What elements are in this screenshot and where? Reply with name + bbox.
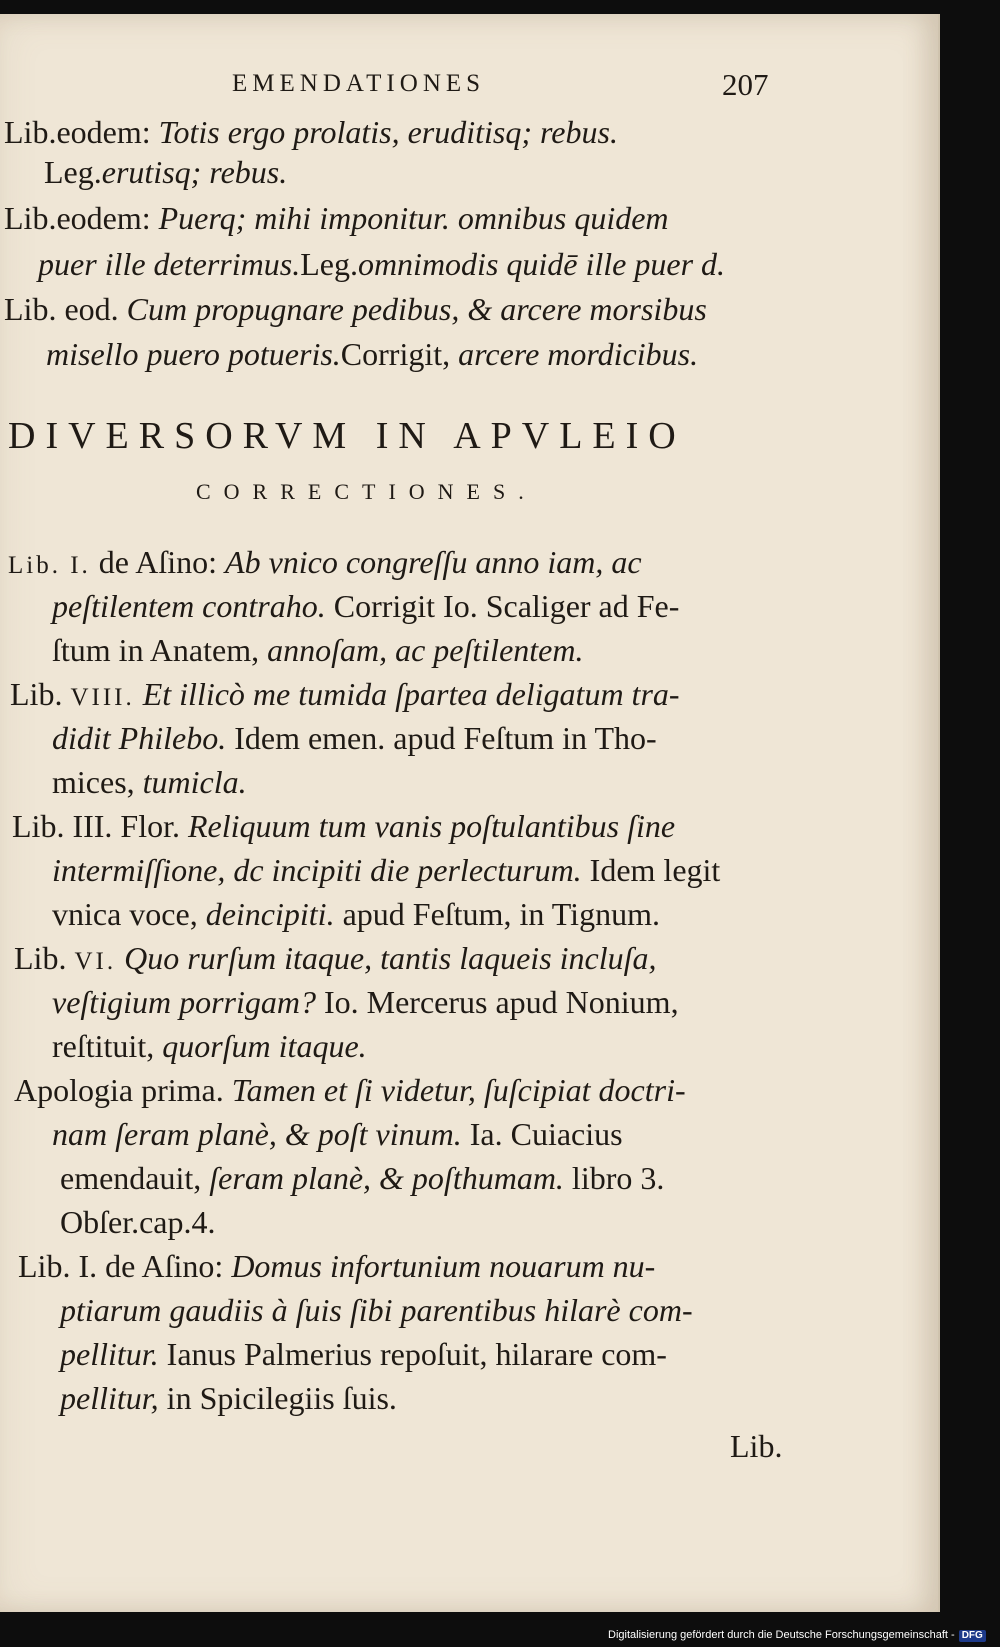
correction-line [14, 1070, 686, 1110]
line-text: Obſer.cap.4. [60, 1204, 216, 1240]
line-text: Corrigit Io. Scaliger ad Fe- [333, 588, 680, 624]
entry-line [4, 289, 707, 329]
correction-line [52, 586, 679, 626]
correction-line [52, 762, 247, 802]
entry-reading: erutisq; rebus. [101, 154, 288, 190]
entry-quote: misello puero potueris. [46, 336, 341, 372]
line-quote: quorſum itaque. [162, 1028, 367, 1064]
line-text: VI. [74, 948, 117, 975]
line-text: III. Flor. [72, 808, 180, 844]
line-quote: annoſam, ac peſtilentem. [267, 632, 584, 668]
line-text: in Spicilegiis ſuis. [166, 1380, 397, 1416]
line-text: VIII. [70, 684, 135, 711]
correction-line [52, 894, 660, 934]
line-quote: Ab vnico congreſſu anno iam, ac [225, 544, 642, 580]
correction-line [12, 806, 675, 846]
line-text: vnica voce, [52, 896, 198, 932]
correction-line [60, 1334, 667, 1374]
entry-comment: Leg. [44, 154, 102, 190]
line-ref: Lib. [14, 940, 67, 976]
entry-quote: Totis ergo prolatis, eruditisq; rebus. [158, 114, 618, 150]
entry-comment: Corrigit, [340, 336, 451, 372]
correction-line [60, 1202, 216, 1242]
entry-ref: Lib. eod. [4, 291, 119, 327]
correction-line [52, 630, 583, 670]
line-text: de Aſino: [98, 544, 218, 580]
line-ref: Lib. [18, 1248, 71, 1284]
line-text: ſtum in Anatem, [52, 632, 260, 668]
running-head-title: EMENDATIONES [232, 70, 486, 97]
entry-comment: Leg. [300, 246, 358, 282]
line-quote: Et illicò me tumida ſpartea deligatum tra- [142, 676, 680, 712]
line-text: apud Feſtum, in Tignum. [342, 896, 660, 932]
line-text: Io. Mercerus apud Nonium, [323, 984, 679, 1020]
correction-line [14, 938, 657, 982]
line-text: Ia. Cuiacius [469, 1116, 623, 1152]
line-text: I. de Aſino: [78, 1248, 224, 1284]
entry-reading: arcere mordicibus. [458, 336, 699, 372]
line-quote: nam ſeram planè, & poſt vinum. [52, 1116, 462, 1152]
entry-quote: puer ille deterrimus. [38, 246, 301, 282]
line-text: reſtituit, [52, 1028, 155, 1064]
line-quote: deincipiti. [205, 896, 335, 932]
correction-line [60, 1158, 664, 1198]
correction-line [52, 850, 720, 890]
entry-quote: Puerq; mihi imponitur. omnibus quidem [158, 200, 669, 236]
dfg-logo: DFG [959, 1630, 986, 1642]
line-ref: Lib. [10, 676, 63, 712]
correction-line [52, 1114, 623, 1154]
line-quote: didit Philebo. [52, 720, 227, 756]
line-quote: Tamen et ſi videtur, ſuſcipiat doctri- [231, 1072, 686, 1108]
correction-line [52, 1026, 367, 1066]
line-text: Idem emen. apud Feſtum in Tho- [234, 720, 657, 756]
entry-ref: Lib.eodem: [4, 114, 151, 150]
correction-line [52, 718, 657, 758]
entry-line [44, 152, 287, 192]
correction-line [18, 1246, 655, 1286]
entry-line [4, 198, 669, 238]
entry-reading: omnimodis quidē ille puer d. [357, 246, 726, 282]
line-quote: peſtilentem contraho. [52, 588, 326, 624]
line-quote: pellitur. [60, 1336, 159, 1372]
line-ref: Apologia prima. [14, 1072, 224, 1108]
book-page [0, 14, 940, 1612]
entry-line [46, 334, 698, 374]
line-quote: intermiſſione, dc incipiti die perlecturum. [52, 852, 582, 888]
line-ref: Lib. I. [8, 552, 91, 579]
section-subheading: CORRECTIONES. [196, 479, 537, 504]
entry-line [38, 244, 725, 284]
entry-ref: Lib.eodem: [4, 200, 151, 236]
correction-line [60, 1290, 693, 1330]
entry-quote: Cum propugnare pedibus, & arcere morsibus [126, 291, 707, 327]
line-text: Idem legit [589, 852, 721, 888]
line-quote: Reliquum tum vanis poſtulantibus ſine [187, 808, 676, 844]
line-text: libro 3. [571, 1160, 665, 1196]
line-quote: ſeram planè, & poſthumam. [209, 1160, 564, 1196]
correction-line [60, 1378, 397, 1418]
line-text: mices, [52, 764, 135, 800]
line-quote: Domus infortunium nouarum nu- [231, 1248, 656, 1284]
line-quote: veſtigium porrigam? [52, 984, 316, 1020]
footer-text: Digitalisierung gefördert durch die Deutsche Forschungsgemeinschaft - [608, 1629, 955, 1641]
section-heading: DIVERSORVM IN APVLEIO [8, 415, 686, 457]
correction-line [52, 982, 679, 1022]
correction-line [10, 674, 680, 718]
line-quote: Quo rurſum itaque, tantis laqueis incluſa, [124, 940, 657, 976]
line-quote: tumicla. [142, 764, 247, 800]
line-text: emendauit, [60, 1160, 202, 1196]
digitization-footer [608, 1629, 986, 1642]
line-text: Ianus Palmerius repoſuit, hilarare com- [166, 1336, 667, 1372]
line-quote: pellitur, [60, 1380, 159, 1416]
catchword: Lib. [730, 1428, 783, 1464]
line-ref: Lib. [12, 808, 65, 844]
page-number: 207 [722, 67, 769, 102]
line-quote: ptiarum gaudiis à ſuis ſibi parentibus hilarè com- [60, 1292, 693, 1328]
correction-line [8, 542, 642, 586]
entry-line [4, 112, 618, 152]
